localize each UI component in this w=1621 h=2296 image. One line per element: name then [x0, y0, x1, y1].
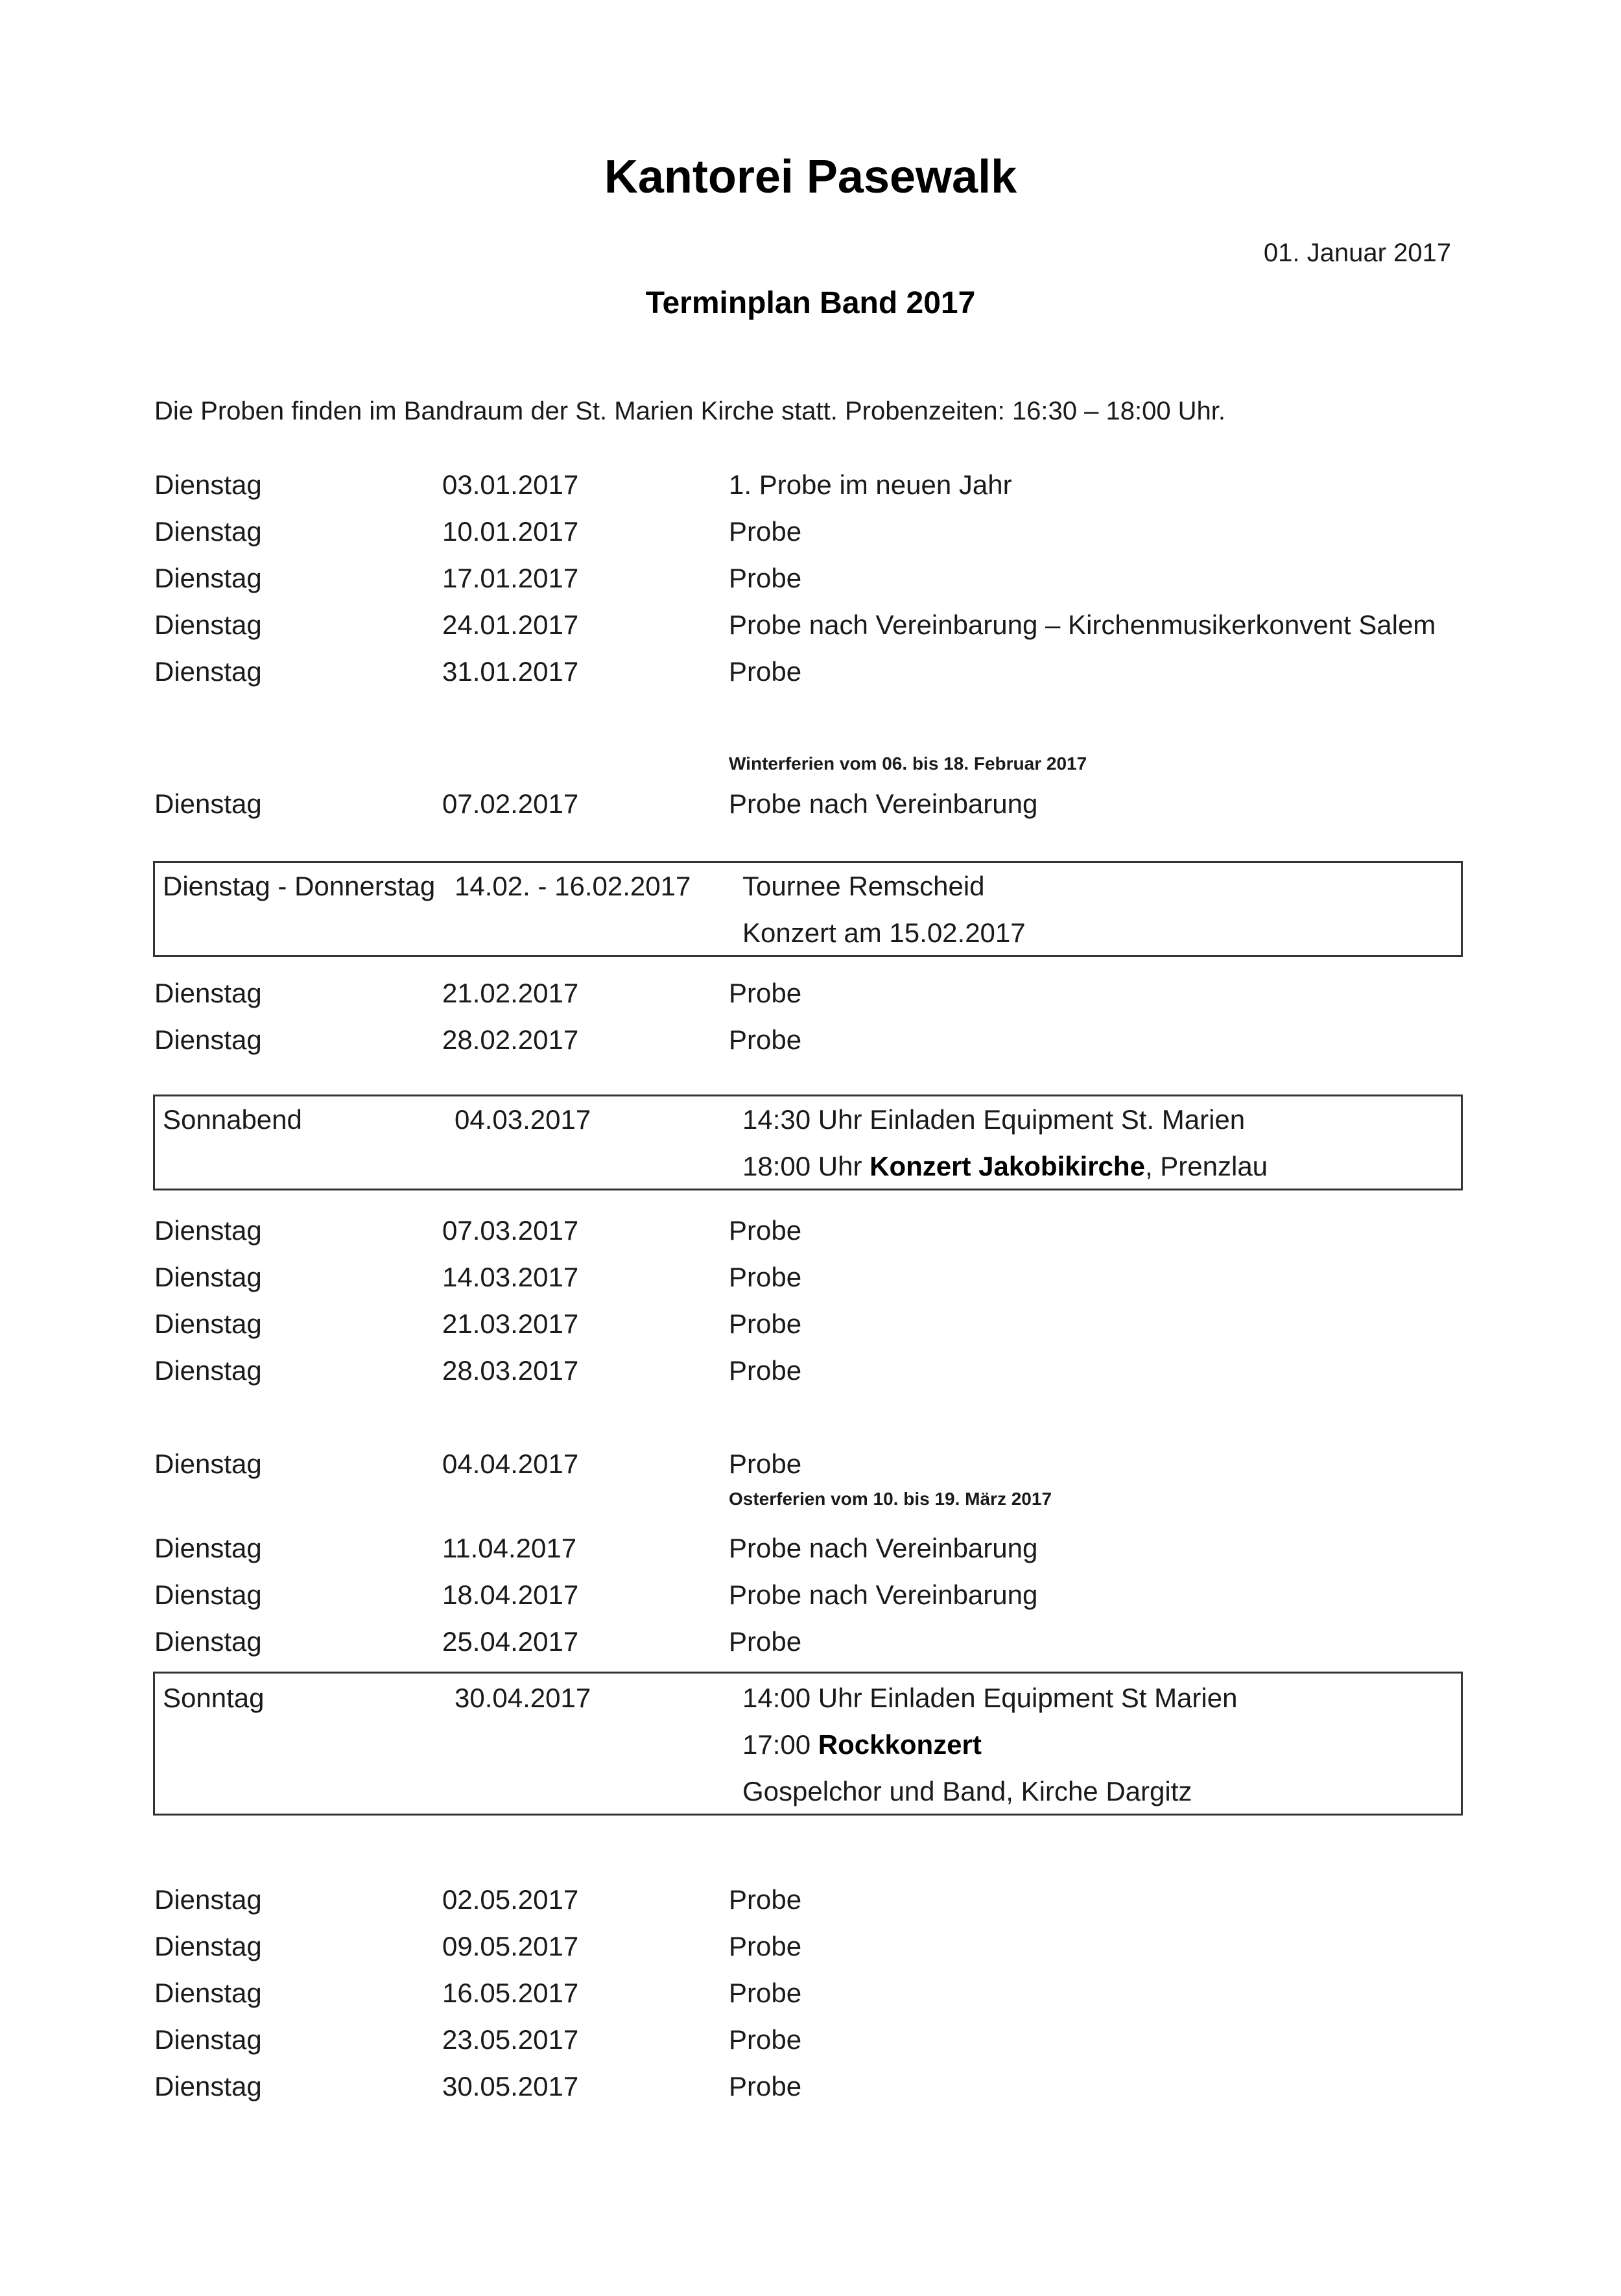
row-event: Probe	[729, 1262, 802, 1292]
row-day: Dienstag	[154, 1024, 262, 1055]
row-day: Dienstag	[154, 563, 262, 593]
schedule-row	[154, 1626, 1467, 1673]
event-box-tour	[153, 861, 1463, 957]
row-date: 23.05.2017	[442, 2024, 579, 2055]
schedule-row	[154, 656, 1467, 703]
box-day: Sonnabend	[163, 1104, 302, 1135]
row-event: Probe	[729, 1449, 802, 1479]
row-date: 10.01.2017	[442, 516, 579, 547]
row-event: Probe nach Vereinbarung	[729, 1580, 1038, 1610]
row-date: 04.04.2017	[442, 1449, 579, 1479]
row-day: Dienstag	[154, 516, 262, 547]
row-day: Dienstag	[154, 656, 262, 687]
box-line-3: Gospelchor und Band, Kirche Dargitz	[742, 1776, 1192, 1806]
concert-name: Konzert Jakobikirche	[870, 1151, 1145, 1181]
row-date: 09.05.2017	[442, 1931, 579, 1961]
schedule-row	[154, 1024, 1467, 1071]
row-event: Probe	[729, 1215, 802, 1246]
row-date: 31.01.2017	[442, 656, 579, 687]
page-subtitle: Terminplan Band 2017	[645, 286, 976, 320]
schedule-row	[154, 1931, 1467, 1978]
row-day: Dienstag	[154, 1215, 262, 1246]
row-event: Probe nach Vereinbarung	[729, 788, 1038, 819]
schedule-row	[154, 1215, 1467, 1262]
row-day: Dienstag	[154, 1626, 262, 1657]
row-day: Dienstag	[154, 788, 262, 819]
schedule-row	[154, 1355, 1467, 1402]
row-date: 03.01.2017	[442, 469, 579, 500]
row-day: Dienstag	[154, 1931, 262, 1961]
row-event: 1. Probe im neuen Jahr	[729, 469, 1012, 500]
event-box-concert-march	[153, 1095, 1463, 1190]
schedule-row	[154, 1262, 1467, 1308]
row-day: Dienstag	[154, 2071, 262, 2101]
row-event: Probe	[729, 1024, 802, 1055]
box-line-1: 14:00 Uhr Einladen Equipment St Marien	[742, 1683, 1238, 1713]
box-line-1: Tournee Remscheid	[742, 871, 985, 901]
schedule-row	[154, 516, 1467, 563]
row-date: 07.03.2017	[442, 1215, 579, 1246]
row-day: Dienstag	[154, 1884, 262, 1915]
row-event: Probe	[729, 563, 802, 593]
row-event: Probe	[729, 656, 802, 687]
row-event: Probe nach Vereinbarung – Kirchenmusikerkonvent Salem	[729, 610, 1436, 640]
row-date: 18.04.2017	[442, 1580, 579, 1610]
row-date: 30.05.2017	[442, 2071, 579, 2101]
row-date: 14.03.2017	[442, 1262, 579, 1292]
row-day: Dienstag	[154, 1580, 262, 1610]
schedule-row	[154, 1884, 1467, 1931]
row-day: Dienstag	[154, 978, 262, 1008]
concert-name: Rockkonzert	[818, 1729, 982, 1760]
schedule-row	[154, 610, 1467, 656]
row-event: Probe	[729, 516, 802, 547]
holiday-note-easter: Osterferien vom 10. bis 19. März 2017	[729, 1489, 1052, 1509]
intro-text: Die Proben finden im Bandraum der St. Marien Kirche statt. Probenzeiten: 16:30 – 18:00 Uhr.	[154, 397, 1226, 425]
row-day: Dienstag	[154, 610, 262, 640]
row-day: Dienstag	[154, 2024, 262, 2055]
row-date: 25.04.2017	[442, 1626, 579, 1657]
row-event: Probe	[729, 1978, 802, 2008]
event-box-rockconcert	[153, 1672, 1463, 1816]
row-event: Probe	[729, 978, 802, 1008]
row-day: Dienstag	[154, 1262, 262, 1292]
schedule-row	[154, 1308, 1467, 1355]
box-day: Sonntag	[163, 1683, 265, 1713]
row-day: Dienstag	[154, 1533, 262, 1563]
row-date: 28.02.2017	[442, 1024, 579, 1055]
row-date: 17.01.2017	[442, 563, 579, 593]
box-day: Dienstag - Donnerstag	[163, 871, 436, 901]
row-date: 28.03.2017	[442, 1355, 579, 1386]
document-date: 01. Januar 2017	[1263, 239, 1451, 267]
box-date: 14.02. - 16.02.2017	[455, 871, 691, 901]
row-event: Probe	[729, 2071, 802, 2101]
row-day: Dienstag	[154, 1978, 262, 2008]
row-day: Dienstag	[154, 1449, 262, 1479]
row-date: 02.05.2017	[442, 1884, 579, 1915]
schedule-row	[154, 469, 1467, 516]
row-event: Probe	[729, 1355, 802, 1386]
schedule-row	[154, 2071, 1467, 2118]
box-date: 04.03.2017	[455, 1104, 591, 1135]
row-date: 24.01.2017	[442, 610, 579, 640]
box-line-1: 14:30 Uhr Einladen Equipment St. Marien	[742, 1104, 1246, 1135]
schedule-row	[154, 1978, 1467, 2024]
box-line-2: 17:00 Rockkonzert	[742, 1729, 982, 1760]
schedule-row	[154, 788, 1467, 835]
row-event: Probe	[729, 1626, 802, 1657]
row-event: Probe nach Vereinbarung	[729, 1533, 1038, 1563]
schedule-row	[154, 1580, 1467, 1626]
row-day: Dienstag	[154, 469, 262, 500]
row-event: Probe	[729, 2024, 802, 2055]
row-date: 16.05.2017	[442, 1978, 579, 2008]
schedule-row	[154, 2024, 1467, 2071]
row-date: 07.02.2017	[442, 788, 579, 819]
box-line-2: 18:00 Uhr Konzert Jakobikirche, Prenzlau	[742, 1151, 1268, 1181]
row-day: Dienstag	[154, 1308, 262, 1339]
schedule-row	[154, 1533, 1467, 1580]
row-date: 21.02.2017	[442, 978, 579, 1008]
box-line-2: Konzert am 15.02.2017	[742, 917, 1026, 948]
row-event: Probe	[729, 1308, 802, 1339]
holiday-note-winter: Winterferien vom 06. bis 18. Februar 2017	[729, 753, 1087, 774]
schedule-row	[154, 978, 1467, 1024]
schedule-row	[154, 563, 1467, 610]
row-event: Probe	[729, 1884, 802, 1915]
row-date: 11.04.2017	[442, 1533, 577, 1563]
box-date: 30.04.2017	[455, 1683, 591, 1713]
row-day: Dienstag	[154, 1355, 262, 1386]
page-title: Kantorei Pasewalk	[604, 151, 1017, 203]
row-date: 21.03.2017	[442, 1308, 579, 1339]
row-event: Probe	[729, 1931, 802, 1961]
